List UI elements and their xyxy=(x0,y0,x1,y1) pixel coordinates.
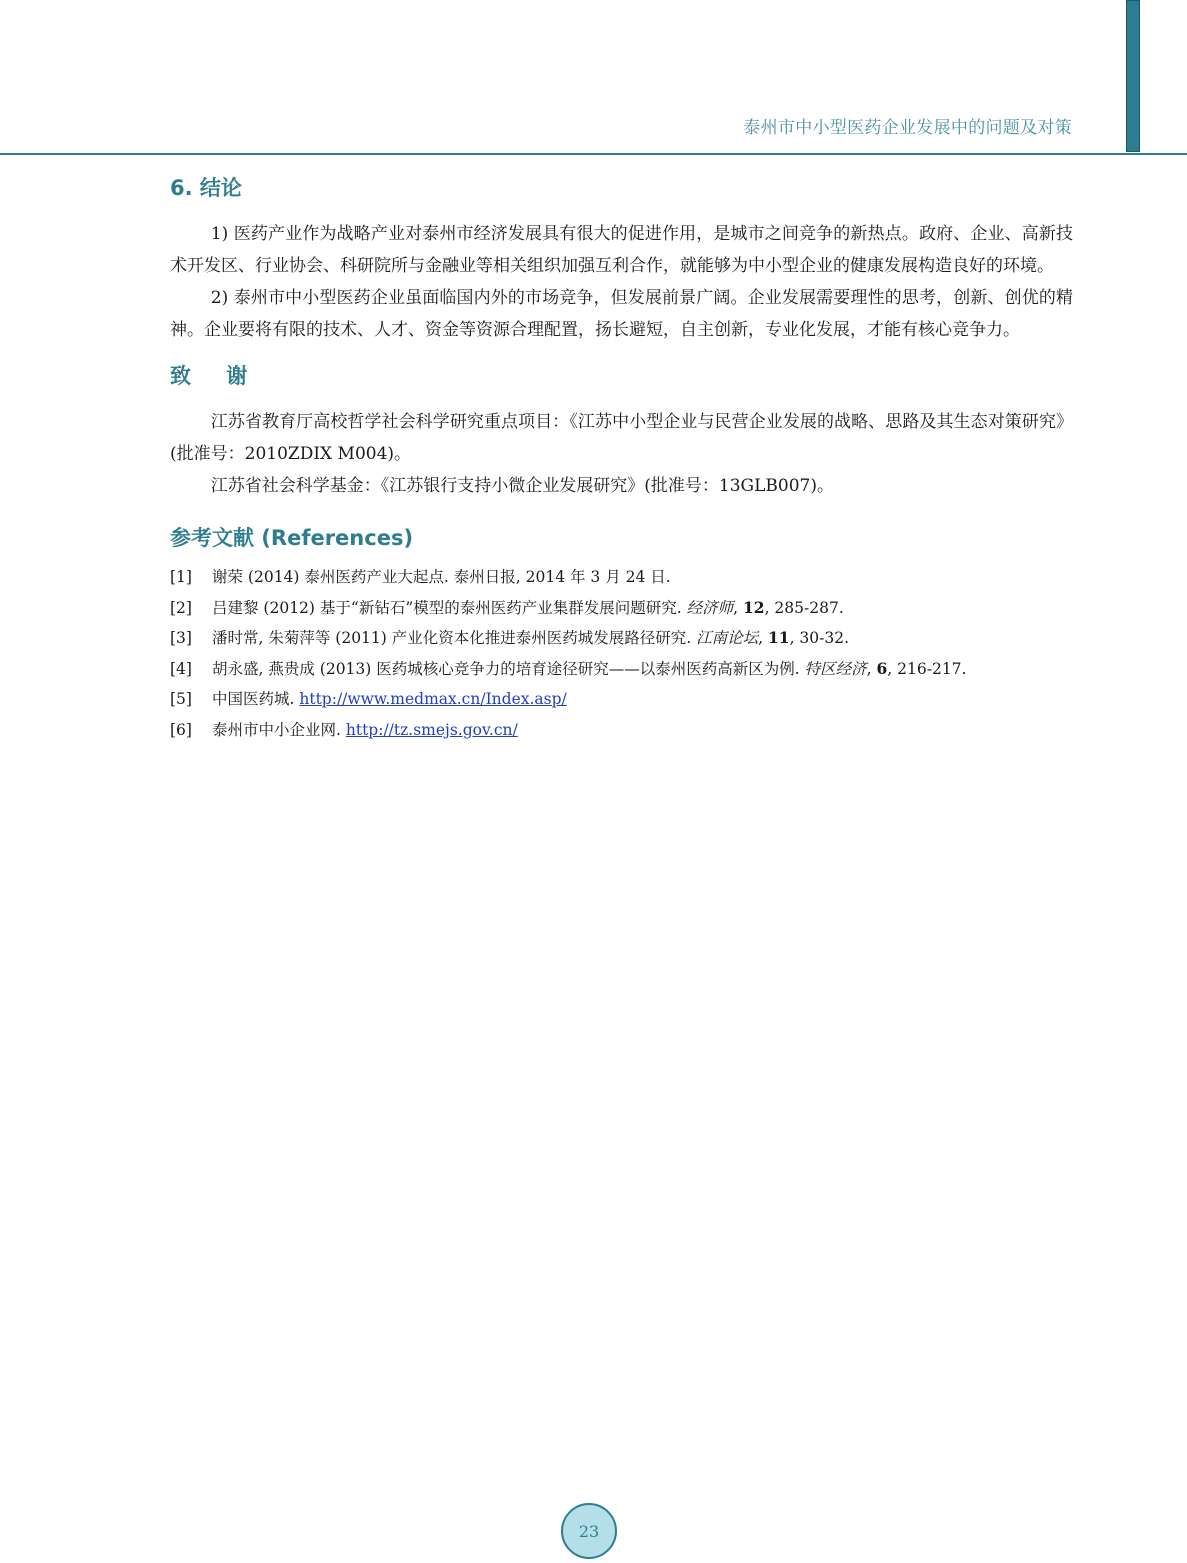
running-title: 泰州市中小型医药企业发展中的问题及对策 xyxy=(743,118,1072,138)
reference-pages: , 216-217. xyxy=(887,659,967,678)
reference-number: [5] xyxy=(170,690,192,708)
reference-list xyxy=(170,562,1073,745)
reference-journal: 江南论坛 xyxy=(696,629,759,647)
conclusion-paragraph-1: 1) 医药产业作为战略产业对泰州市经济发展具有很大的促进作用，是城市之间竞争的新热点。政府、企业、高新技术开发区、行业协会、科研院所与金融业等相关组织加强互利合作，就能够为中小型企业的健康发展构造良好的环境。 xyxy=(170,224,1073,276)
reference-item xyxy=(170,654,1073,685)
reference-text: 吕建黎 (2012) 基于“新钻石”模型的泰州医药产业集群发展问题研究. 经济师, 12, 285-287. xyxy=(212,597,844,617)
references-heading: 参考文献 (References) xyxy=(170,526,414,550)
reference-link[interactable]: http://www.medmax.cn/Index.asp/ xyxy=(299,690,567,708)
reference-volume: 6 xyxy=(876,658,888,678)
reference-text: 胡永盛, 燕贵成 (2013) 医药城核心竞争力的培育途径研究——以泰州医药高新区为例. 特区经济, 6, 216-217. xyxy=(212,658,967,678)
reference-text xyxy=(212,684,1073,715)
page-number: 23 xyxy=(578,1521,600,1541)
reference-citation: 中国医药城. xyxy=(212,690,300,708)
reference-link[interactable]: http://tz.smejs.gov.cn/ xyxy=(345,720,518,739)
reference-number: [1] xyxy=(170,568,192,586)
acknowledgement-paragraph-2: 江苏省社会科学基金：《江苏银行支持小微企业发展研究》(批准号：13GLB007)。 xyxy=(210,476,835,496)
reference-citation: 泰州市中小企业网. xyxy=(212,720,346,739)
page-content xyxy=(170,168,1073,745)
reference-volume: 12 xyxy=(742,597,765,617)
acknowledgement-paragraph-1: 江苏省教育厅高校哲学社会科学研究重点项目：《江苏中小型企业与民营企业发展的战略、思路及其生态对策研究》(批准号：2010ZDIX M004)。 xyxy=(170,412,1073,464)
reference-number: [4] xyxy=(170,659,192,678)
reference-volume: 11 xyxy=(767,628,790,647)
reference-number: [2] xyxy=(170,598,192,617)
reference-number: [6] xyxy=(170,720,192,739)
reference-citation: 谢荣 (2014) 泰州医药产业大起点. 泰州日报, 2014 年 3 月 24 日. xyxy=(212,568,671,586)
reference-journal: 经济师 xyxy=(686,598,734,617)
page-number-badge xyxy=(561,1503,617,1559)
reference-citation: 潘时常, 朱菊萍等 (2011) 产业化资本化推进泰州医药城发展路径研究. xyxy=(212,629,697,647)
reference-item xyxy=(170,593,1073,624)
reference-pages: , 285-287. xyxy=(764,598,844,617)
reference-item xyxy=(170,715,1073,746)
reference-number: [3] xyxy=(170,629,192,647)
reference-pages: , 30-32. xyxy=(789,629,850,647)
header-divider xyxy=(0,153,1187,155)
acknowledgements-heading: 致 谢 xyxy=(170,364,262,388)
conclusion-paragraph-2: 2) 泰州市中小型医药企业虽面临国内外的市场竞争，但发展前景广阔。企业发展需要理性的思考，创新、创优的精神。企业要将有限的技术、人才、资金等资源合理配置，扬长避短，自主创新，专业化发展，才能有核心竞争力。 xyxy=(170,288,1073,340)
reference-text xyxy=(212,715,1073,746)
reference-citation: 胡永盛, 燕贵成 (2013) 医药城核心竞争力的培育途径研究——以泰州医药高新区为例. xyxy=(212,659,805,678)
reference-item xyxy=(170,562,1073,593)
header-accent-bar xyxy=(1126,0,1140,152)
reference-item xyxy=(170,684,1073,715)
reference-journal: 特区经济 xyxy=(804,659,867,678)
reference-text: 潘时常, 朱菊萍等 (2011) 产业化资本化推进泰州医药城发展路径研究. 江南论坛, 11, 30-32. xyxy=(212,628,850,647)
conclusion-heading: 6. 结论 xyxy=(170,176,242,200)
reference-item xyxy=(170,623,1073,654)
reference-text xyxy=(212,562,1073,593)
reference-citation: 吕建黎 (2012) 基于“新钻石”模型的泰州医药产业集群发展问题研究. xyxy=(212,598,687,617)
